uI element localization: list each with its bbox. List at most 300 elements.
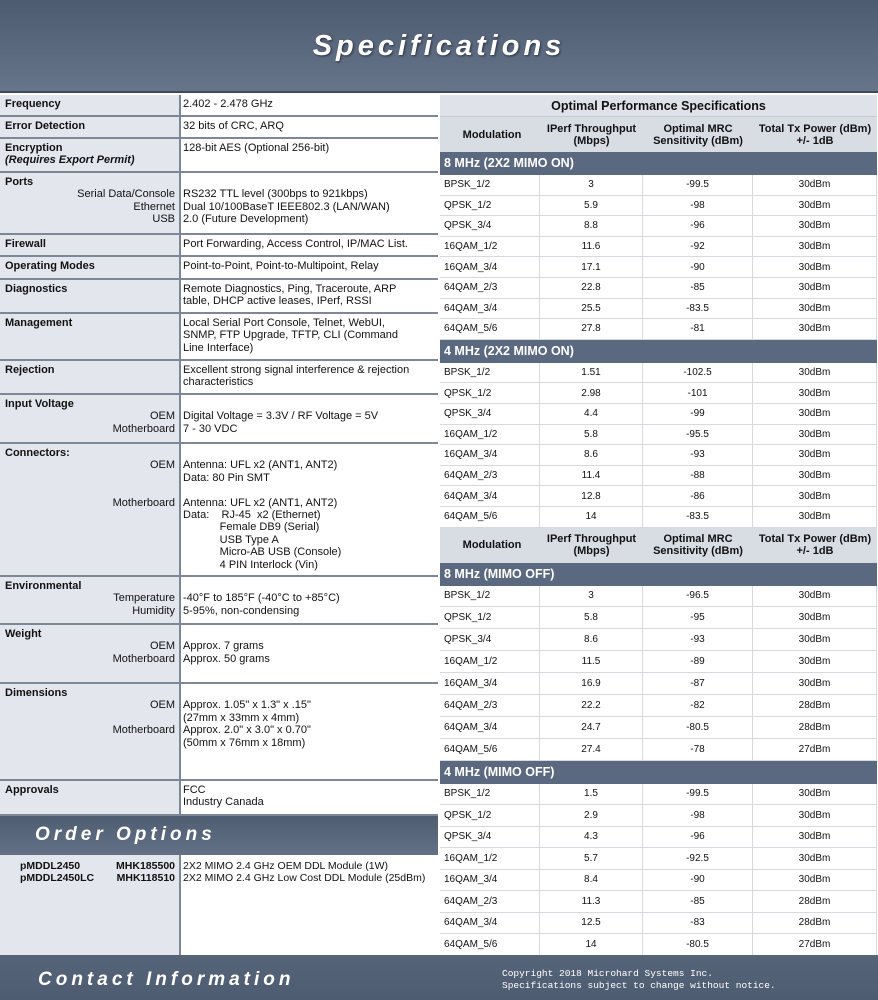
cell-text: 14: [585, 511, 597, 523]
spec-line: [0, 342, 438, 354]
table-cell: [440, 404, 540, 424]
spec-line: [0, 484, 438, 496]
table-cell: [540, 739, 643, 760]
cell-text: 30dBm: [798, 612, 831, 624]
spec-value: [179, 154, 183, 166]
spec-value: Point-to-Point, Point-to-Multipoint, Relay: [183, 260, 379, 272]
table-row: [440, 404, 877, 425]
table-row: [440, 891, 877, 913]
spec-value: characteristics: [183, 376, 254, 389]
table-cell: [753, 445, 877, 465]
table-cell: [540, 717, 643, 738]
spec-line: [0, 605, 438, 617]
part-number: MHK185500: [116, 860, 175, 872]
cell-text: QPSK_1/2: [444, 387, 492, 399]
table-cell: [753, 299, 877, 319]
spec-value: Approx. 2.0" x 3.0" x 0.70": [183, 724, 311, 737]
cell-text: 5.8: [584, 612, 598, 624]
cell-text: -92: [690, 241, 705, 253]
table-cell: [440, 507, 540, 527]
section-header: 8 MHz (MIMO OFF): [440, 563, 877, 586]
table-cell: [753, 196, 877, 216]
table-cell: [753, 805, 877, 826]
spec-value: Digital Voltage = 3.3V / RF Voltage = 5V: [183, 410, 379, 423]
spec-line: [0, 176, 438, 188]
table-row: [440, 363, 877, 384]
table-cell: [753, 237, 877, 257]
table-cell: [440, 383, 540, 403]
table-cell: [540, 486, 643, 506]
spec-label: Weight: [5, 628, 42, 640]
spec-line: [0, 497, 438, 509]
spec-row: [0, 173, 438, 235]
table-cell: [643, 363, 753, 383]
copyright-line: Copyright 2018 Microhard Systems Inc.: [502, 968, 713, 979]
cell-text: 30dBm: [798, 788, 831, 800]
spec-row: [0, 444, 438, 577]
spec-line: [0, 364, 438, 376]
cell-text: 8.6: [584, 449, 598, 461]
table-cell: [753, 216, 877, 236]
table-row: [440, 507, 877, 528]
table-cell: [540, 870, 643, 891]
cell-text: QPSK_3/4: [444, 220, 492, 232]
table-cell: [440, 466, 540, 486]
cell-text: 64QAM_3/4: [444, 490, 498, 502]
spec-line: [0, 580, 438, 592]
table-cell: [440, 607, 540, 628]
cell-text: 30dBm: [798, 367, 831, 379]
table-row: [440, 216, 877, 237]
cell-text: -93: [690, 449, 705, 461]
table-row: [440, 827, 877, 849]
table-cell: [753, 651, 877, 672]
table-cell: [440, 363, 540, 383]
cell-text: BPSK_1/2: [444, 367, 491, 379]
cell-text: 30dBm: [798, 831, 831, 843]
cell-text: 30dBm: [798, 302, 831, 314]
table-cell: [753, 629, 877, 650]
spec-value: Micro-AB USB (Console): [183, 546, 342, 559]
cell-text: -83: [690, 917, 705, 929]
cell-text: QPSK_1/2: [444, 199, 492, 211]
cell-text: 30dBm: [798, 241, 831, 253]
spec-label: Motherboard: [112, 724, 175, 737]
table-cell: [643, 827, 753, 848]
table-row: [440, 299, 877, 320]
spec-value: (50mm x 76mm x 18mm): [183, 736, 306, 749]
contact-heading: Contact Information: [38, 969, 295, 990]
spec-label: Serial Data/Console: [77, 188, 175, 201]
table-cell: [440, 784, 540, 805]
table-cell: [540, 278, 643, 298]
spec-label: Firewall: [5, 238, 46, 250]
table-cell: [440, 257, 540, 277]
cell-text: QPSK_3/4: [444, 634, 492, 646]
spec-line: [0, 699, 438, 711]
table-cell: [753, 934, 877, 955]
spec-line: [0, 559, 438, 571]
cell-text: 64QAM_5/6: [444, 323, 498, 335]
spec-line: [0, 329, 438, 341]
spec-row: [0, 257, 438, 280]
cell-text: 30dBm: [798, 470, 831, 482]
cell-text: 22.8: [581, 282, 601, 294]
spec-line: [0, 447, 438, 459]
column-header: Total Tx Power (dBm) +/- 1dB: [758, 533, 872, 557]
spec-line: [0, 238, 438, 250]
spec-line: [0, 376, 438, 388]
table-cell: [540, 784, 643, 805]
cell-text: -81: [690, 323, 705, 335]
spec-line: [0, 98, 438, 110]
column-header: Modulation: [462, 539, 522, 551]
cell-text: QPSK_3/4: [444, 831, 492, 843]
table-cell: [540, 257, 643, 277]
table-cell: [753, 739, 877, 760]
cell-text: 30dBm: [798, 282, 831, 294]
spec-line: [0, 712, 438, 724]
description: 2X2 MIMO 2.4 GHz Low Cost DDL Module (25dBm): [183, 872, 426, 884]
table-cell: [440, 848, 540, 869]
spec-label: Operating Modes: [5, 260, 95, 272]
table-row: [440, 913, 877, 935]
cell-text: 16QAM_1/2: [444, 241, 498, 253]
spec-row: [0, 361, 438, 395]
cell-text: -80.5: [686, 938, 709, 950]
cell-text: 16QAM_3/4: [444, 874, 498, 886]
part-number: MHK118510: [116, 872, 175, 884]
spec-label: [0, 376, 179, 388]
cell-text: 25.5: [581, 302, 601, 314]
spec-label: Motherboard: [112, 652, 175, 665]
cell-text: -85: [690, 895, 705, 907]
spec-label: USB: [152, 213, 175, 226]
table-cell: [643, 257, 753, 277]
spec-line: [0, 410, 438, 422]
cell-text: 16QAM_1/2: [444, 656, 498, 668]
spec-label: OEM: [149, 640, 175, 653]
spec-label: Environmental: [5, 580, 82, 592]
section-header: 8 MHz (2X2 MIMO ON): [440, 152, 877, 175]
table-row: [440, 848, 877, 870]
spec-label: Encryption: [5, 142, 63, 154]
table-cell: [643, 695, 753, 716]
table-cell: [643, 278, 753, 298]
spec-label: [0, 712, 179, 724]
cell-text: 30dBm: [798, 179, 831, 191]
table-cell: [440, 175, 540, 195]
table-cell: [643, 404, 753, 424]
spec-line: [0, 283, 438, 295]
cell-text: 30dBm: [798, 590, 831, 602]
cell-text: BPSK_1/2: [444, 590, 491, 602]
cell-text: 64QAM_3/4: [444, 917, 498, 929]
table-cell: [753, 507, 877, 527]
cell-text: 1.51: [581, 367, 601, 379]
spec-line: [0, 628, 438, 640]
table-cell: [753, 486, 877, 506]
spec-label: Motherboard: [112, 496, 175, 509]
cell-text: 27dBm: [798, 938, 831, 950]
spec-label: Dimensions: [5, 687, 68, 699]
cell-text: 3: [588, 179, 594, 191]
table-cell: [753, 425, 877, 445]
cell-text: 30dBm: [798, 809, 831, 821]
spec-value: Remote Diagnostics, Ping, Traceroute, ARP: [183, 283, 397, 295]
column-header: Total Tx Power (dBm) +/- 1dB: [758, 122, 872, 147]
spec-label: Temperature: [113, 592, 175, 605]
cell-text: 30dBm: [798, 449, 831, 461]
spec-value: Female DB9 (Serial): [183, 521, 320, 534]
cell-text: 64QAM_2/3: [444, 699, 498, 711]
cell-text: 16QAM_3/4: [444, 678, 498, 689]
table-cell: [440, 805, 540, 826]
spec-value: Line Interface): [183, 341, 254, 354]
cell-text: -101: [687, 387, 708, 399]
spec-value: Data: RJ-45 x2 (Ethernet): [183, 508, 321, 521]
cell-text: 11.6: [581, 241, 601, 253]
table-cell: [753, 319, 877, 339]
model: pMDDL2450LC: [20, 872, 95, 884]
cell-text: 27.4: [581, 743, 601, 755]
spec-value: [179, 176, 183, 188]
table-row: [440, 486, 877, 507]
spec-value: Approx. 1.05" x 1.3" x .15": [183, 699, 311, 712]
table-cell: [540, 319, 643, 339]
cell-text: 17.1: [581, 261, 601, 273]
table-row: [440, 629, 877, 651]
cell-text: 30dBm: [798, 511, 831, 523]
spec-value: Port Forwarding, Access Control, IP/MAC List.: [183, 238, 408, 250]
table-row: [440, 870, 877, 892]
cell-text: -80.5: [686, 721, 709, 733]
spec-label: Ports: [5, 176, 34, 188]
table-cell: [643, 383, 753, 403]
column-header: Modulation: [462, 128, 522, 141]
spec-value: table, DHCP active leases, IPerf, RSSI: [183, 295, 372, 308]
table-cell: [540, 607, 643, 628]
table-cell: [440, 216, 540, 236]
cell-text: 64QAM_3/4: [444, 721, 498, 733]
spec-line: [0, 459, 438, 471]
page-title: Specifications: [312, 30, 566, 62]
cell-text: 30dBm: [798, 678, 831, 689]
spec-row: [0, 235, 438, 257]
cell-text: -83.5: [686, 511, 709, 523]
spec-label: [0, 295, 179, 307]
cell-text: 2.9: [584, 809, 598, 821]
table-cell: [440, 196, 540, 216]
spec-value: Antenna: UFL x2 (ANT1, ANT2): [183, 496, 338, 509]
spec-row: [0, 684, 438, 781]
spec-label: [0, 534, 179, 546]
spec-label: Management: [5, 317, 73, 329]
table-row: [440, 717, 877, 739]
cell-text: 4.4: [584, 408, 598, 420]
table-cell: [643, 486, 753, 506]
cell-text: 64QAM_3/4: [444, 302, 498, 314]
table-cell: [643, 673, 753, 694]
model: pMDDL2450: [20, 860, 81, 872]
description: 2X2 MIMO 2.4 GHz OEM DDL Module (1W): [183, 860, 388, 872]
table-cell: [540, 891, 643, 912]
cell-text: -96: [690, 831, 705, 843]
spec-value: Local Serial Port Console, Telnet, WebUI,: [183, 317, 385, 329]
table-cell: [440, 717, 540, 738]
table-cell: [540, 805, 643, 826]
cell-text: -99: [690, 408, 705, 420]
spec-line: [0, 423, 438, 435]
performance-table: [440, 95, 877, 956]
spec-list: [0, 95, 438, 816]
spec-label: [0, 329, 179, 341]
cell-text: 1.5: [584, 788, 598, 800]
spec-line: [0, 784, 438, 796]
cell-text: -82: [690, 699, 705, 711]
cell-text: -87: [690, 678, 705, 689]
spec-label: Input Voltage: [5, 398, 74, 410]
spec-value: [179, 628, 183, 640]
spec-label: Humidity: [132, 604, 175, 617]
spec-label: Approvals: [5, 784, 59, 796]
table-cell: [643, 445, 753, 465]
table-cell: [540, 216, 643, 236]
order-options-heading: Order Options: [0, 816, 438, 855]
spec-line: [0, 142, 438, 154]
spec-line: [0, 737, 438, 749]
spec-value: [179, 398, 183, 410]
table-row: [440, 445, 877, 466]
cell-text: 16QAM_3/4: [444, 449, 498, 461]
cell-text: 22.2: [581, 699, 601, 711]
cell-text: -90: [690, 261, 705, 273]
cell-text: 30dBm: [798, 852, 831, 864]
table-cell: [540, 404, 643, 424]
spec-value: FCC: [183, 784, 206, 796]
table-cell: [753, 784, 877, 805]
table-cell: [440, 739, 540, 760]
spec-line: [0, 521, 438, 533]
table-row: [440, 466, 877, 487]
table-cell: [540, 913, 643, 934]
table-cell: [753, 891, 877, 912]
table-row: [440, 278, 877, 299]
spec-value: 5-95%, non-condensing: [183, 604, 300, 617]
cell-text: 64QAM_2/3: [444, 282, 498, 294]
table-row: [440, 196, 877, 217]
table-cell: [440, 319, 540, 339]
cell-text: 30dBm: [798, 261, 831, 273]
cell-text: 30dBm: [798, 428, 831, 440]
table-cell: [540, 651, 643, 672]
cell-text: -86: [690, 490, 705, 502]
table-cell: [440, 827, 540, 848]
spec-value: 7 - 30 VDC: [183, 422, 238, 435]
table-cell: [440, 891, 540, 912]
table-cell: [753, 175, 877, 195]
cell-text: 5.7: [584, 852, 598, 864]
cell-text: 64QAM_2/3: [444, 470, 498, 482]
footer: [0, 955, 878, 1000]
spec-line: [0, 398, 438, 410]
cell-text: -93: [690, 634, 705, 646]
spec-label: OEM: [149, 699, 175, 712]
table-cell: [643, 805, 753, 826]
cell-text: 14: [585, 938, 597, 950]
table-row: [440, 425, 877, 446]
cell-text: BPSK_1/2: [444, 788, 491, 800]
cell-text: 27.8: [581, 323, 601, 335]
table-cell: [540, 466, 643, 486]
table-cell: [753, 848, 877, 869]
table-row: [440, 934, 877, 956]
spec-line: [0, 260, 438, 272]
cell-text: 64QAM_5/6: [444, 511, 498, 523]
table-cell: [440, 278, 540, 298]
cell-text: 8.4: [584, 874, 598, 886]
spec-value: SNMP, FTP Upgrade, TFTP, CLI (Command: [183, 329, 398, 342]
cell-text: -98: [690, 809, 705, 821]
cell-text: 30dBm: [798, 220, 831, 232]
cell-text: BPSK_1/2: [444, 179, 491, 191]
spec-row: [0, 139, 438, 173]
spec-value: 2.402 - 2.478 GHz: [183, 98, 273, 110]
table-cell: [643, 784, 753, 805]
cell-text: 30dBm: [798, 490, 831, 502]
spec-line: [0, 546, 438, 558]
table-cell: [540, 175, 643, 195]
table-cell: [440, 299, 540, 319]
table-cell: [643, 607, 753, 628]
cell-text: 11.5: [581, 656, 601, 668]
table-row: [440, 586, 877, 608]
cell-text: 30dBm: [798, 323, 831, 335]
cell-text: 11.4: [581, 470, 601, 482]
table-cell: [440, 695, 540, 716]
table-cell: [540, 695, 643, 716]
table-row: [440, 695, 877, 717]
spec-row: [0, 95, 438, 117]
table-cell: [643, 299, 753, 319]
table-cell: [753, 870, 877, 891]
table-row: [440, 784, 877, 806]
spec-value: Antenna: UFL x2 (ANT1, ANT2): [183, 459, 338, 472]
spec-line: [0, 120, 438, 132]
spec-value: [179, 580, 183, 592]
column-header: Optimal MRC Sensitivity (dBm): [653, 122, 743, 147]
table-cell: [540, 848, 643, 869]
spec-label: [0, 796, 179, 808]
cell-text: 27dBm: [798, 743, 831, 755]
spec-label: Diagnostics: [5, 283, 68, 295]
table-row: [440, 319, 877, 340]
cell-text: 30dBm: [798, 656, 831, 668]
cell-text: 30dBm: [798, 387, 831, 399]
table-cell: [753, 257, 877, 277]
table-cell: [643, 319, 753, 339]
spec-line: [0, 509, 438, 521]
table-cell: [540, 237, 643, 257]
copyright: [502, 968, 776, 992]
table-cell: [540, 196, 643, 216]
table-cell: [540, 673, 643, 694]
cell-text: -96.5: [686, 590, 709, 602]
spec-line: [0, 472, 438, 484]
table-cell: [753, 278, 877, 298]
spec-line: [0, 592, 438, 604]
spec-value: Industry Canada: [183, 796, 264, 809]
